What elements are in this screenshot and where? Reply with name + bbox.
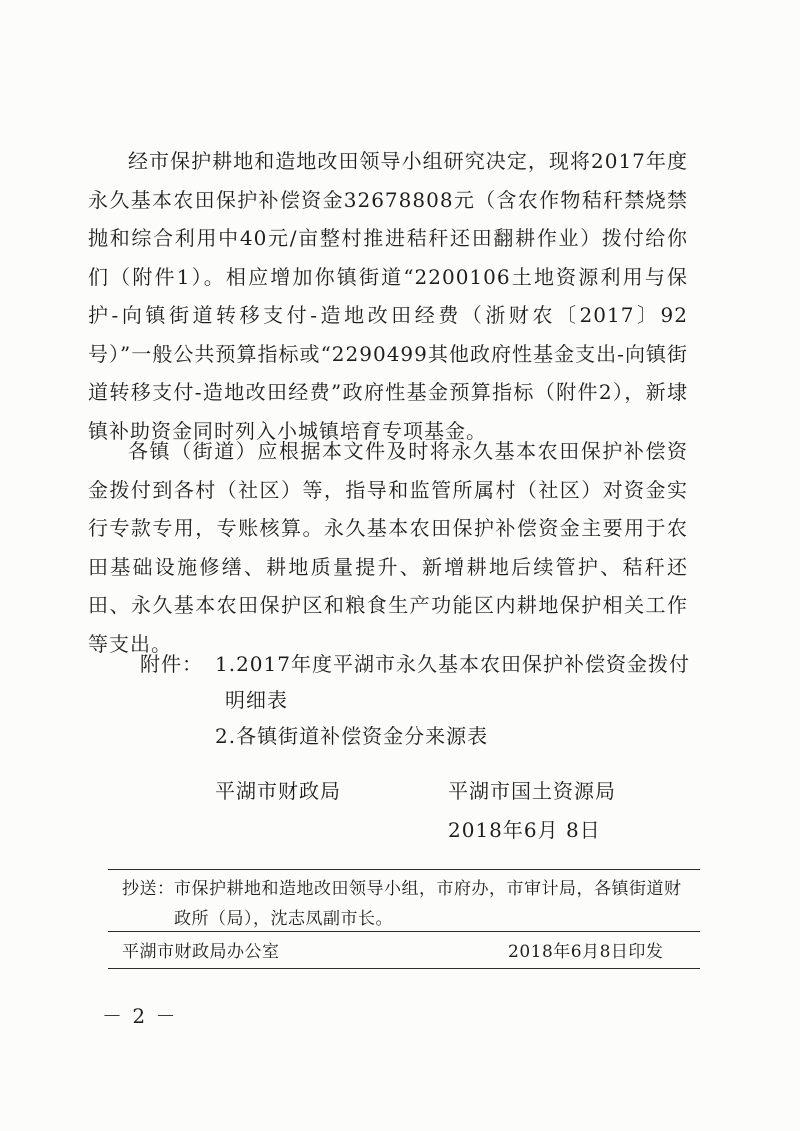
issuer-finance-bureau: 平湖市财政局 — [215, 779, 341, 803]
page-number: － 2 － — [102, 1004, 178, 1028]
attachment-item-1: 1.2017年度平湖市永久基本农田保护补偿资金拨付明细表 — [215, 652, 690, 712]
attachments-label: 附件： — [140, 652, 203, 676]
issuing-office: 平湖市财政局办公室 — [122, 942, 280, 962]
divider-middle — [108, 931, 700, 932]
cc-recipients: 市保护耕地和造地改田领导小组，市府办，市审计局，各镇街道财政所（局），沈志凤副市长。 — [174, 879, 682, 929]
issue-date: 2018年6月 8日 — [448, 818, 601, 842]
attachments-list — [215, 646, 700, 754]
attachment-item-2: 2.各镇街道补偿资金分来源表 — [215, 724, 489, 748]
print-date: 2018年6月8日印发 — [508, 942, 664, 962]
body-paragraph-2: 各镇（街道）应根据本文件及时将永久基本农田保护补偿资金拨付到各村（社区）等，指导和监管所属村（社区）对资金实行专款专用，专账核算。永久基本农田保护补偿资金主要用于农田基础设施修缮、耕地质量提升、新增耕地后续管护、秸秆还田、永久基本农田保护区和粮食生产功能区内耕地保护相关工作等支出。 — [88, 439, 688, 656]
divider-bottom — [108, 968, 700, 969]
divider-top — [108, 869, 700, 870]
issuer-land-resources-bureau: 平湖市国土资源局 — [448, 779, 616, 803]
cc-label: 抄送： — [122, 879, 175, 899]
body-paragraph-1: 经市保护耕地和造地改田领导小组研究决定，现将2017年度永久基本农田保护补偿资金32678808元（含农作物秸秆禁烧禁抛和综合利用中40元/亩整村推进秸秆还田翻耕作业）拨付给你们（附件1）。相应增加你镇街道“2200106土地资源利用与保护-向镇街道转移支付-造地改田经费（浙财农〔2017〕92号）”一般公共预算指标或“2290499其他政府性基金支出-向镇街道转移支付-造地改田经费”政府性基金预算指标（附件2），新埭镇补助资金同时列入小城镇培育专项基金。 — [88, 149, 688, 443]
